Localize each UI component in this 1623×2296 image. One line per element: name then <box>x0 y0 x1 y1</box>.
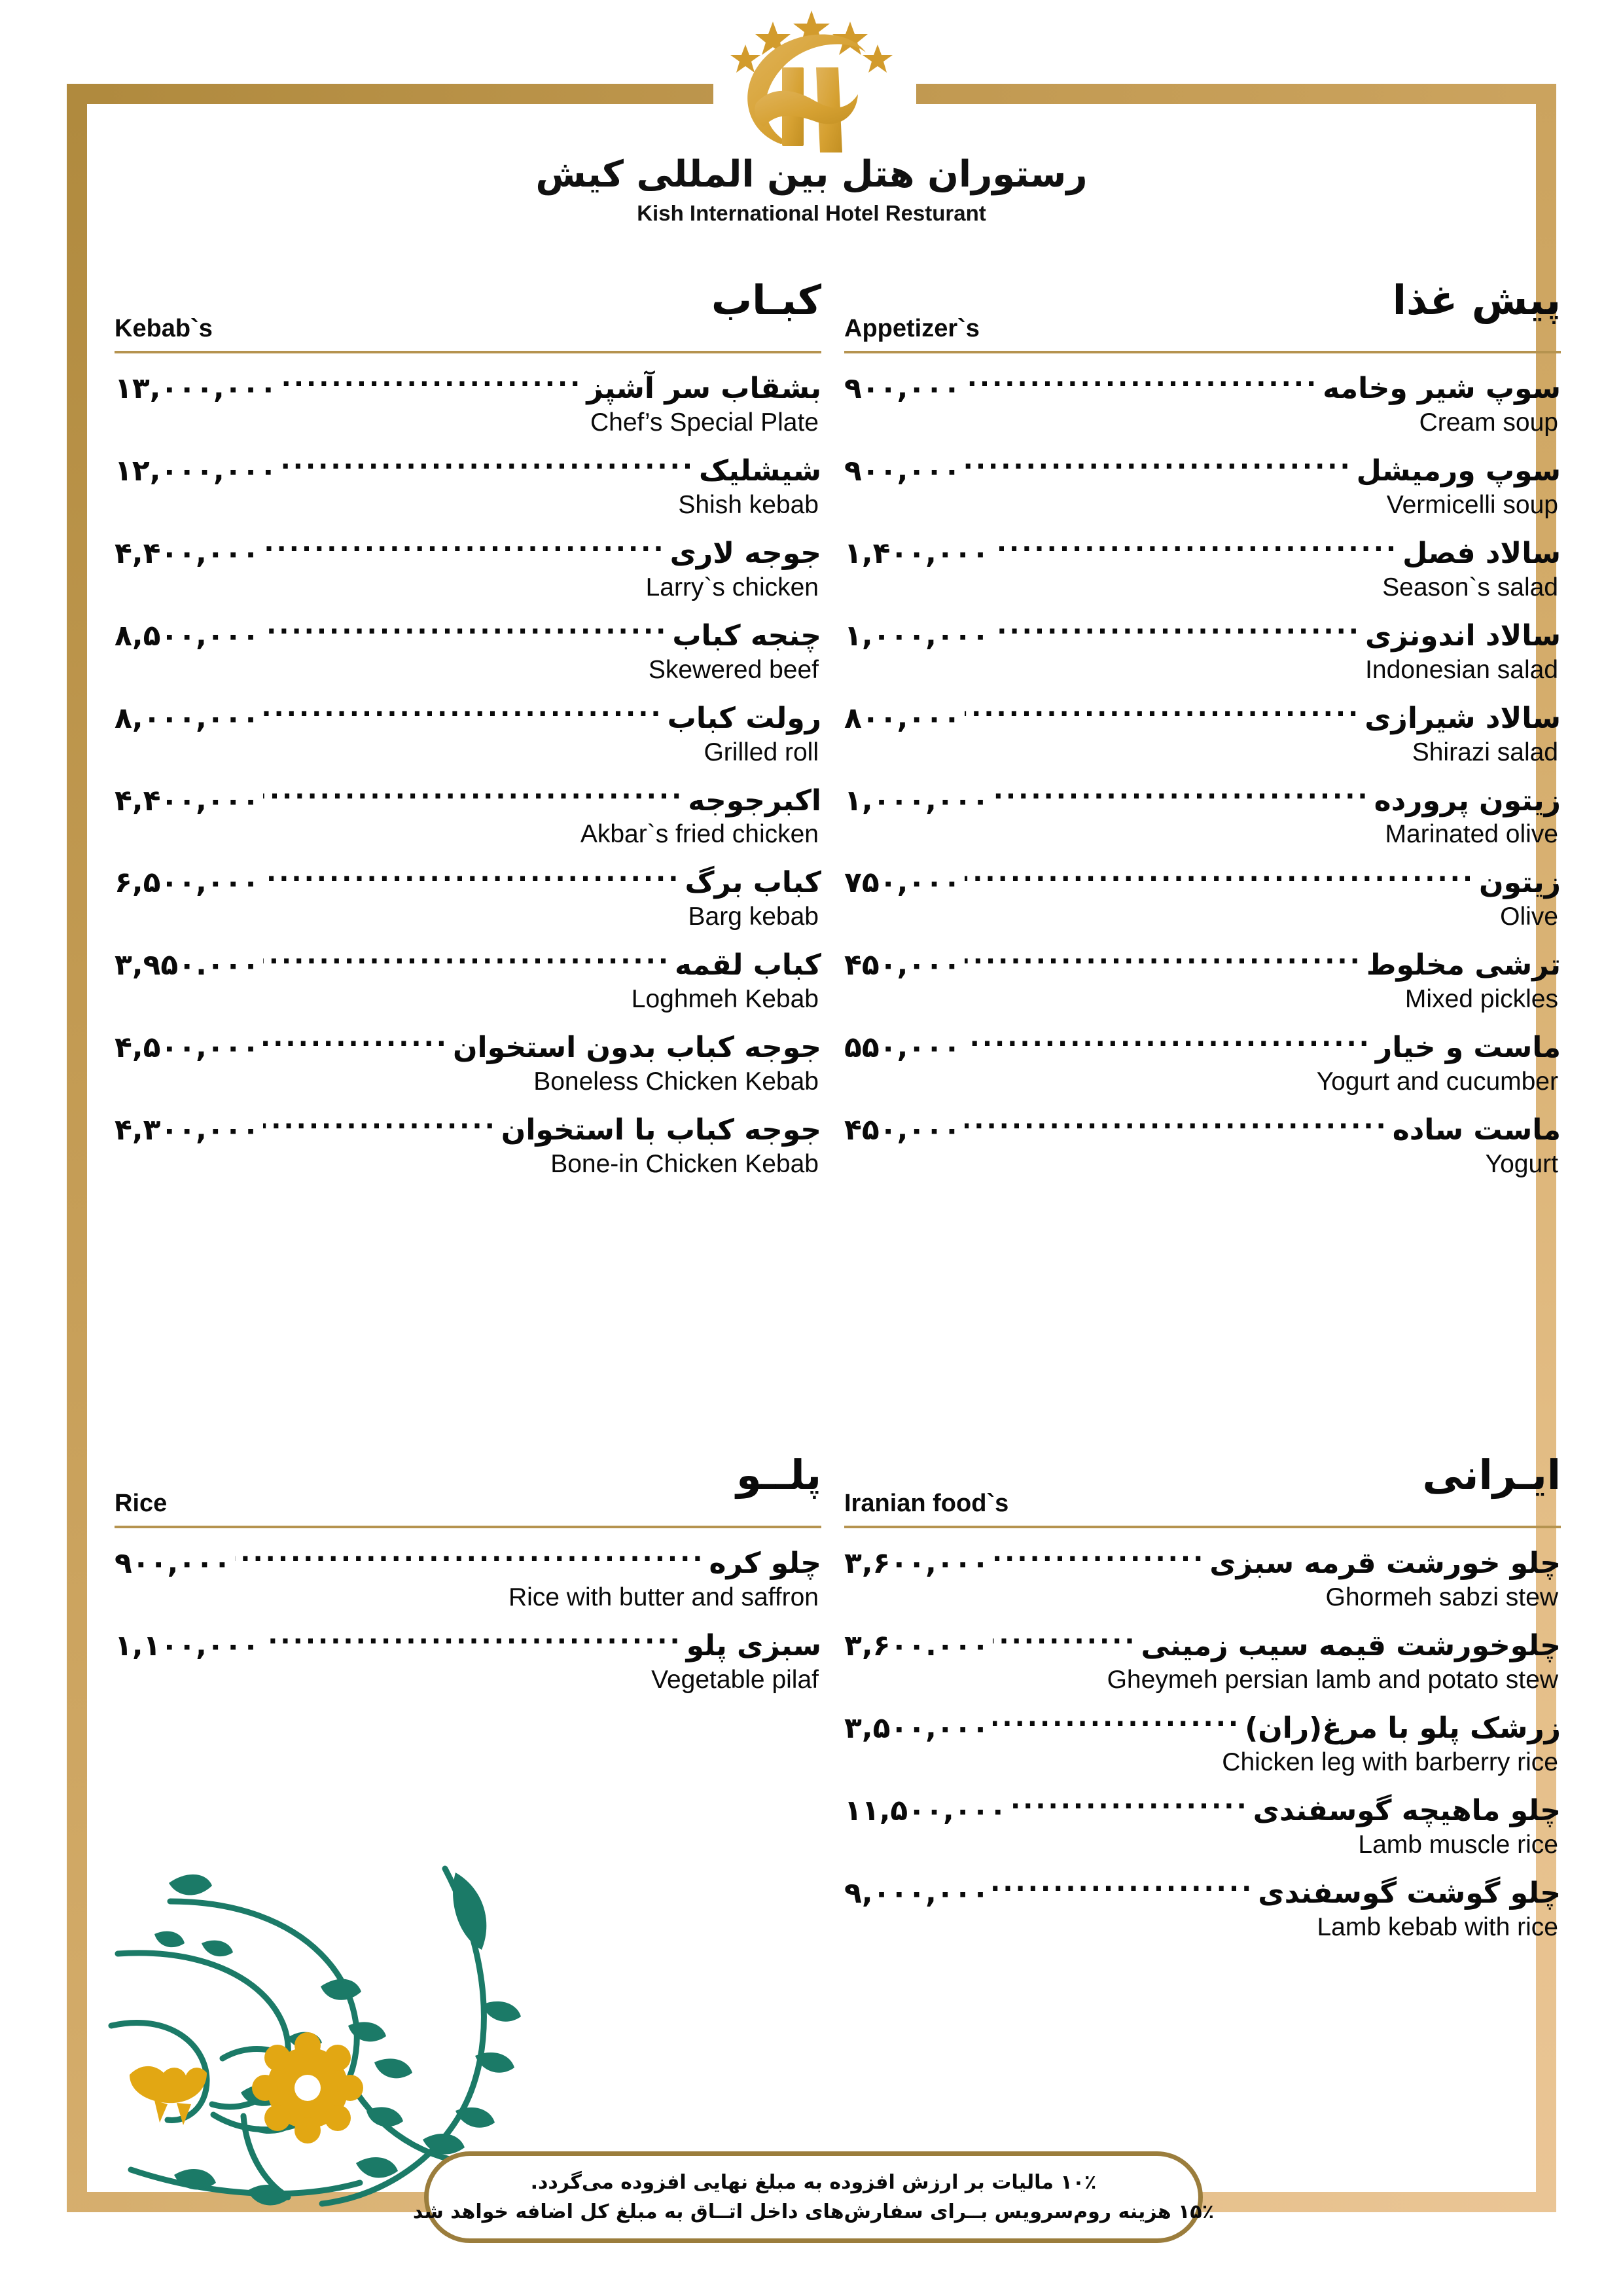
menu-item[interactable] <box>115 863 821 931</box>
item-name-farsi: سالاد فصل <box>1402 536 1561 570</box>
section-divider <box>115 351 821 353</box>
dot-leader <box>263 781 684 810</box>
item-name-english: Grilled roll <box>704 738 819 766</box>
item-name-farsi: رولت کباب <box>667 701 821 735</box>
item-price: ۱,۰۰۰,۰۰۰ <box>844 783 990 817</box>
section-title-farsi: ایـرانی <box>1422 1451 1561 1499</box>
item-price: ۶,۵۰۰,۰۰۰ <box>115 866 260 900</box>
item-price: ۳,۵۰۰,۰۰۰ <box>844 1711 990 1745</box>
dot-leader <box>263 699 663 728</box>
item-price: ۴,۳۰۰,۰۰۰ <box>115 1113 260 1147</box>
menu-item[interactable] <box>844 1544 1561 1612</box>
item-price: ۱,۱۰۰,۰۰۰ <box>115 1628 260 1662</box>
item-name-farsi: بشقاب سر آشپز <box>586 372 821 405</box>
item-name-farsi: شیشلیک <box>699 454 821 488</box>
menu-item[interactable] <box>844 1028 1561 1096</box>
menu-item[interactable] <box>844 617 1561 685</box>
item-name-english: Rice with butter and saffron <box>508 1583 819 1611</box>
menu-item[interactable] <box>115 699 821 767</box>
section-title-farsi: پیش غذا <box>1392 276 1561 324</box>
item-name-farsi: سبزی پلو <box>686 1628 821 1662</box>
item-name-english: Loghmeh Kebab <box>631 985 819 1014</box>
item-price: ۳,۶۰۰.۰۰۰ <box>844 1628 990 1662</box>
item-name-farsi: اکبرجوجه <box>688 783 821 817</box>
section-rice <box>115 1451 821 1695</box>
item-name-farsi: جوجه کباب بدون استخوان <box>452 1031 821 1065</box>
item-name-farsi: سالاد اندونزی <box>1364 619 1561 653</box>
item-name-farsi: زیتون <box>1479 866 1561 900</box>
section-title-farsi: کبـاب <box>711 276 821 324</box>
dot-leader <box>965 369 1319 398</box>
page-header <box>0 0 1623 226</box>
menu-item[interactable] <box>844 369 1561 437</box>
item-price: ۸,۰۰۰,۰۰۰ <box>115 701 260 735</box>
tax-and-service-note <box>412 2151 1215 2243</box>
note-line-tax: ۱۰٪ مالیات بر ارزش افزوده به مبلغ نهایی افزوده می‌گردد. <box>530 2171 1097 2194</box>
item-name-english: Marinated olive <box>1385 820 1558 849</box>
item-name-english: Akbar`s fried chicken <box>580 820 819 849</box>
item-price: ۴,۵۰۰,۰۰۰ <box>115 1031 260 1065</box>
dot-leader <box>1010 1791 1249 1820</box>
item-price: ۹,۰۰۰,۰۰۰ <box>844 1876 990 1910</box>
item-price: ۴,۴۰۰,۰۰۰ <box>115 536 260 570</box>
item-name-farsi: چنجه کباب <box>672 619 821 653</box>
menu-item[interactable] <box>115 617 821 685</box>
item-name-english: Yogurt <box>1485 1150 1558 1179</box>
dot-leader <box>965 1111 1389 1139</box>
item-name-farsi: کباب لقمه <box>675 948 821 982</box>
menu-item[interactable] <box>115 1626 821 1695</box>
section-divider <box>844 351 1561 353</box>
item-price: ۳,۶۰۰,۰۰۰ <box>844 1547 990 1580</box>
item-price: ۹۰۰,۰۰۰ <box>844 372 961 405</box>
item-name-english: Yogurt and cucumber <box>1316 1067 1558 1096</box>
item-price: ۱,۴۰۰,۰۰۰ <box>844 536 990 570</box>
item-price: ۸,۵۰۰,۰۰۰ <box>115 619 260 653</box>
menu-item[interactable] <box>844 1709 1561 1777</box>
menu-item[interactable] <box>844 781 1561 850</box>
dot-leader <box>263 1111 497 1139</box>
section-header-rice <box>115 1451 821 1530</box>
menu-item[interactable] <box>115 534 821 602</box>
item-name-farsi: چلو گوشت گوسفندی <box>1258 1876 1561 1910</box>
brand-name-farsi: رستوران هتل بین المللی کیش <box>535 153 1088 196</box>
item-name-farsi: چلو کره <box>709 1547 821 1580</box>
item-name-english: Lamb kebab with rice <box>1317 1912 1558 1941</box>
item-price: ۷۵۰,۰۰۰ <box>844 866 961 900</box>
item-name-farsi: زرشک پلو با مرغ(ران) <box>1245 1711 1561 1745</box>
dot-leader <box>281 452 695 480</box>
item-name-english: Shish kebab <box>678 490 819 519</box>
menu-item[interactable] <box>844 1111 1561 1179</box>
dot-leader <box>965 946 1363 975</box>
item-name-farsi: زیتون پرورده <box>1374 783 1561 817</box>
menu-item[interactable] <box>844 1791 1561 1859</box>
item-price: ۹۰۰,۰۰۰ <box>844 454 961 488</box>
dot-leader <box>965 452 1353 480</box>
menu-item[interactable] <box>115 1111 821 1179</box>
section-header-iranian <box>844 1451 1561 1530</box>
item-name-english: Chicken leg with barberry rice <box>1222 1748 1558 1776</box>
item-price: ۱,۰۰۰,۰۰۰ <box>844 619 990 653</box>
menu-item[interactable] <box>844 863 1561 931</box>
item-name-farsi: ماست و خیار <box>1375 1031 1561 1065</box>
item-name-farsi: چلوخورشت قیمه سیب زمینی <box>1141 1628 1561 1662</box>
item-price: ۴۵۰,۰۰۰ <box>844 1113 961 1147</box>
item-name-english: Olive <box>1500 903 1558 931</box>
section-kebabs <box>115 276 821 1179</box>
flower-icon <box>252 2032 363 2144</box>
item-price: ۴۵۰,۰۰۰ <box>844 948 961 982</box>
dot-leader <box>281 369 582 398</box>
menu-item[interactable] <box>115 781 821 850</box>
item-price: ۸۰۰,۰۰۰ <box>844 701 961 735</box>
menu-item[interactable] <box>844 452 1561 520</box>
item-name-english: Barg kebab <box>688 903 819 931</box>
item-name-english: Chef’s Special Plate <box>590 408 819 437</box>
item-name-english: Vermicelli soup <box>1386 490 1558 519</box>
dot-leader <box>965 699 1361 728</box>
menu-item[interactable] <box>115 1028 821 1096</box>
item-name-farsi: ماست ساده <box>1392 1113 1561 1147</box>
item-name-english: Skewered beef <box>648 655 819 684</box>
section-divider <box>844 1526 1561 1528</box>
item-name-english: Lamb muscle rice <box>1358 1830 1558 1859</box>
dot-leader <box>263 534 666 563</box>
item-name-farsi: سوپ ورمیشل <box>1356 454 1561 488</box>
section-title-farsi: پلــو <box>736 1451 821 1499</box>
section-divider <box>115 1526 821 1528</box>
item-name-farsi: چلو ماهیچه گوسفندی <box>1253 1793 1561 1827</box>
dot-leader <box>993 1874 1254 1903</box>
item-name-english: Vegetable pilaf <box>651 1665 819 1694</box>
menu-item[interactable] <box>844 699 1561 767</box>
dot-leader <box>263 946 671 975</box>
section-appetizers <box>844 276 1561 1179</box>
item-price: ۳,۹۵۰.۰۰۰ <box>115 948 260 982</box>
section-title-english: Iranian food`s <box>844 1490 1009 1517</box>
item-price: ۱۲,۰۰۰,۰۰۰ <box>115 454 277 488</box>
menu-item[interactable] <box>115 369 821 437</box>
dot-leader <box>993 534 1399 563</box>
section-title-english: Appetizer`s <box>844 315 980 342</box>
section-header-appetizers <box>844 276 1561 355</box>
hotel-logo-icon <box>704 5 919 156</box>
item-name-english: Indonesian salad <box>1365 655 1558 684</box>
menu-item[interactable] <box>844 534 1561 602</box>
item-name-english: Gheymeh persian lamb and potato stew <box>1107 1665 1558 1694</box>
item-name-english: Ghormeh sabzi stew <box>1325 1583 1558 1611</box>
item-name-english: Season`s salad <box>1382 573 1558 601</box>
item-name-farsi: سالاد شیرازی <box>1364 701 1561 735</box>
note-line-roomservice: ۱۵٪ هزینه روم‌سرویس بــرای سفارش‌های داخل اتــاق به مبلغ کل اضافه خواهد شد <box>412 2200 1215 2223</box>
menu-item[interactable] <box>844 1626 1561 1695</box>
menu-item[interactable] <box>115 1544 821 1612</box>
item-name-farsi: سوپ شیر وخامه <box>1323 372 1561 405</box>
dot-leader <box>965 863 1475 892</box>
section-title-english: Kebab`s <box>115 315 213 342</box>
dot-leader <box>993 1709 1241 1738</box>
item-name-farsi: جوجه لاری <box>669 536 821 570</box>
item-name-farsi: چلو خورشت قرمه سبزی <box>1209 1547 1561 1580</box>
dot-leader <box>993 1626 1137 1655</box>
item-price: ۴,۴۰۰,۰۰۰ <box>115 783 260 817</box>
dot-leader <box>235 1544 705 1573</box>
item-name-farsi: ترشی مخلوط <box>1366 948 1561 982</box>
menu-item[interactable] <box>844 946 1561 1014</box>
section-header-kebabs <box>115 276 821 355</box>
item-name-english: Larry`s chicken <box>645 573 819 601</box>
item-name-english: Boneless Chicken Kebab <box>533 1067 819 1096</box>
item-name-english: Mixed pickles <box>1404 985 1558 1014</box>
dot-leader <box>993 617 1361 645</box>
dot-leader <box>263 863 681 892</box>
dot-leader <box>993 781 1370 810</box>
dot-leader <box>263 617 668 645</box>
item-name-farsi: جوجه کباب با استخوان <box>501 1113 821 1147</box>
item-name-farsi: کباب برگ <box>685 866 821 900</box>
item-price: ۱۱,۵۰۰,۰۰۰ <box>844 1793 1007 1827</box>
item-name-english: Cream soup <box>1419 408 1558 437</box>
dot-leader <box>993 1544 1205 1573</box>
section-title-english: Rice <box>115 1490 168 1517</box>
dot-leader <box>965 1028 1372 1057</box>
menu-item[interactable] <box>844 1874 1561 1942</box>
item-name-english: Bone-in Chicken Kebab <box>550 1150 819 1179</box>
brand-name-english: Kish International Hotel Resturant <box>637 201 986 225</box>
item-price: ۹۰۰,۰۰۰ <box>115 1547 231 1580</box>
dot-leader <box>263 1626 682 1655</box>
item-price: ۵۵۰,۰۰۰ <box>844 1031 961 1065</box>
item-price: ۱۳,۰۰۰,۰۰۰ <box>115 372 277 405</box>
dot-leader <box>263 1028 449 1057</box>
menu-item[interactable] <box>115 946 821 1014</box>
menu-item[interactable] <box>115 452 821 520</box>
item-name-english: Shirazi salad <box>1412 738 1558 766</box>
section-iranian-foods <box>844 1451 1561 1942</box>
